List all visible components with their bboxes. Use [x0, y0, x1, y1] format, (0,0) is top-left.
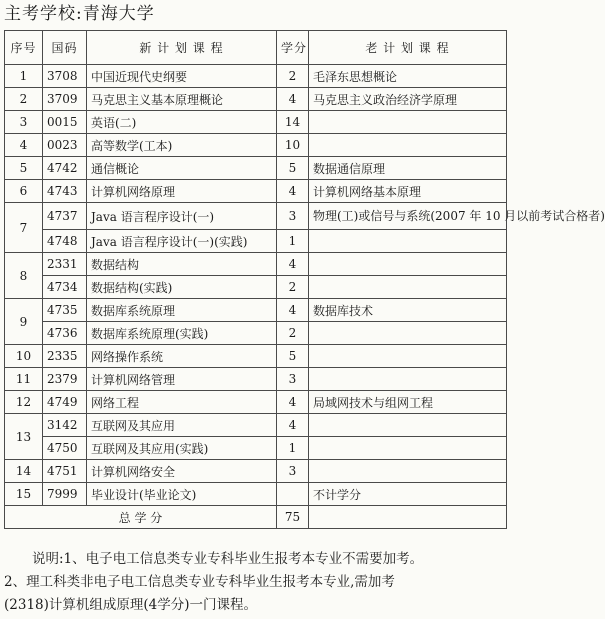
seq-cell: 1 [5, 65, 43, 88]
course-cell: 马克思主义基本原理概论 [87, 88, 277, 111]
credit-cell: 4 [277, 299, 309, 322]
old-course-cell: 不计学分 [309, 483, 507, 506]
old-course-cell: 局域网技术与组网工程 [309, 391, 507, 414]
code-cell: 4735 [43, 299, 87, 322]
course-cell: 数据结构(实践) [87, 276, 277, 299]
old-course-cell [309, 322, 507, 345]
header-old-course: 老 计 划 课 程 [309, 31, 507, 65]
table-row [5, 483, 507, 506]
code-cell: 2379 [43, 368, 87, 391]
table-row [5, 345, 507, 368]
course-cell: 网络操作系统 [87, 345, 277, 368]
old-course-cell [309, 368, 507, 391]
notes [4, 548, 506, 617]
old-course-cell: 数据库技术 [309, 299, 507, 322]
old-course-cell [309, 111, 507, 134]
total-label: 总 学 分 [5, 506, 277, 529]
code-cell: 0015 [43, 111, 87, 134]
seq-cell: 12 [5, 391, 43, 414]
total-credit: 75 [277, 506, 309, 529]
credit-cell: 1 [277, 437, 309, 460]
table-row [5, 437, 507, 460]
course-cell: 互联网及其应用(实践) [87, 437, 277, 460]
course-cell: Java 语言程序设计(一) [87, 203, 277, 230]
credit-cell: 3 [277, 203, 309, 230]
table-row [5, 180, 507, 203]
credit-cell: 5 [277, 157, 309, 180]
old-course-cell [309, 276, 507, 299]
code-cell: 4737 [43, 203, 87, 230]
seq-cell: 13 [5, 414, 43, 460]
course-cell: 计算机网络原理 [87, 180, 277, 203]
seq-cell: 8 [5, 253, 43, 299]
header-new-course: 新 计 划 课 程 [87, 31, 277, 65]
course-cell: 毕业设计(毕业论文) [87, 483, 277, 506]
table-row [5, 460, 507, 483]
seq-cell: 5 [5, 157, 43, 180]
header-code: 国码 [43, 31, 87, 65]
old-course-cell: 数据通信原理 [309, 157, 507, 180]
old-course-cell: 毛泽东思想概论 [309, 65, 507, 88]
seq-cell: 14 [5, 460, 43, 483]
total-old-course-cell [309, 506, 507, 529]
old-course-cell [309, 230, 507, 253]
code-cell: 4743 [43, 180, 87, 203]
course-cell: 互联网及其应用 [87, 414, 277, 437]
course-cell: Java 语言程序设计(一)(实践) [87, 230, 277, 253]
course-cell: 数据结构 [87, 253, 277, 276]
table-row [5, 391, 507, 414]
credit-cell: 10 [277, 134, 309, 157]
course-cell: 数据库系统原理(实践) [87, 322, 277, 345]
seq-cell: 9 [5, 299, 43, 345]
table-row [5, 230, 507, 253]
old-course-cell [309, 437, 507, 460]
old-course-cell [309, 134, 507, 157]
code-cell: 4748 [43, 230, 87, 253]
seq-cell: 15 [5, 483, 43, 506]
code-cell: 3142 [43, 414, 87, 437]
code-cell: 2331 [43, 253, 87, 276]
credit-cell: 3 [277, 460, 309, 483]
credit-cell [277, 483, 309, 506]
old-course-cell: 马克思主义政治经济学原理 [309, 88, 507, 111]
course-cell: 高等数学(工本) [87, 134, 277, 157]
seq-cell: 3 [5, 111, 43, 134]
credit-cell: 2 [277, 65, 309, 88]
credit-cell: 4 [277, 180, 309, 203]
course-cell: 计算机网络管理 [87, 368, 277, 391]
credit-cell: 4 [277, 414, 309, 437]
code-cell: 4734 [43, 276, 87, 299]
table-row [5, 88, 507, 111]
course-cell: 数据库系统原理 [87, 299, 277, 322]
table-row [5, 134, 507, 157]
code-cell: 4750 [43, 437, 87, 460]
credit-cell: 4 [277, 391, 309, 414]
table-row [5, 203, 507, 230]
table-row [5, 368, 507, 391]
header-credit: 学分 [277, 31, 309, 65]
table-row [5, 111, 507, 134]
credit-cell: 14 [277, 111, 309, 134]
old-course-cell [309, 253, 507, 276]
header-seq: 序号 [5, 31, 43, 65]
code-cell: 3708 [43, 65, 87, 88]
header-row [5, 31, 507, 65]
seq-cell: 6 [5, 180, 43, 203]
seq-cell: 2 [5, 88, 43, 111]
seq-cell: 7 [5, 203, 43, 253]
course-cell: 中国近现代史纲要 [87, 65, 277, 88]
total-row [5, 506, 507, 529]
code-cell: 4749 [43, 391, 87, 414]
code-cell: 4751 [43, 460, 87, 483]
table-row [5, 157, 507, 180]
course-cell: 通信概论 [87, 157, 277, 180]
code-cell: 4736 [43, 322, 87, 345]
old-course-cell: 物理(工)或信号与系统(2007 年 10 月以前考试合格者) [309, 203, 507, 230]
code-cell: 2335 [43, 345, 87, 368]
note-line-1: 说明:1、电子电工信息类专业专科毕业生报考本专业不需要加考。 [32, 551, 424, 567]
old-course-cell [309, 460, 507, 483]
old-course-cell: 计算机网络基本原理 [309, 180, 507, 203]
course-cell: 计算机网络安全 [87, 460, 277, 483]
seq-cell: 4 [5, 134, 43, 157]
seq-cell: 11 [5, 368, 43, 391]
credit-cell: 5 [277, 345, 309, 368]
note-line-2: 2、理工科类非电子电工信息类专业专科毕业生报考本专业,需加考 [4, 574, 395, 590]
course-cell: 英语(二) [87, 111, 277, 134]
course-cell: 网络工程 [87, 391, 277, 414]
table-row [5, 299, 507, 322]
table-row [5, 253, 507, 276]
page-title: 主考学校:青海大学 [4, 4, 155, 24]
credit-cell: 1 [277, 230, 309, 253]
seq-cell: 10 [5, 345, 43, 368]
code-cell: 0023 [43, 134, 87, 157]
table-row [5, 414, 507, 437]
curriculum-table [4, 30, 605, 529]
old-course-cell [309, 414, 507, 437]
code-cell: 3709 [43, 88, 87, 111]
table-row [5, 322, 507, 345]
table-row [5, 276, 507, 299]
credit-cell: 2 [277, 322, 309, 345]
credit-cell: 4 [277, 253, 309, 276]
code-cell: 4742 [43, 157, 87, 180]
credit-cell: 4 [277, 88, 309, 111]
code-cell: 7999 [43, 483, 87, 506]
credit-cell: 2 [277, 276, 309, 299]
credit-cell: 3 [277, 368, 309, 391]
old-course-cell [309, 345, 507, 368]
table-row [5, 65, 507, 88]
note-line-3: (2318)计算机组成原理(4学分)一门课程。 [4, 597, 258, 613]
